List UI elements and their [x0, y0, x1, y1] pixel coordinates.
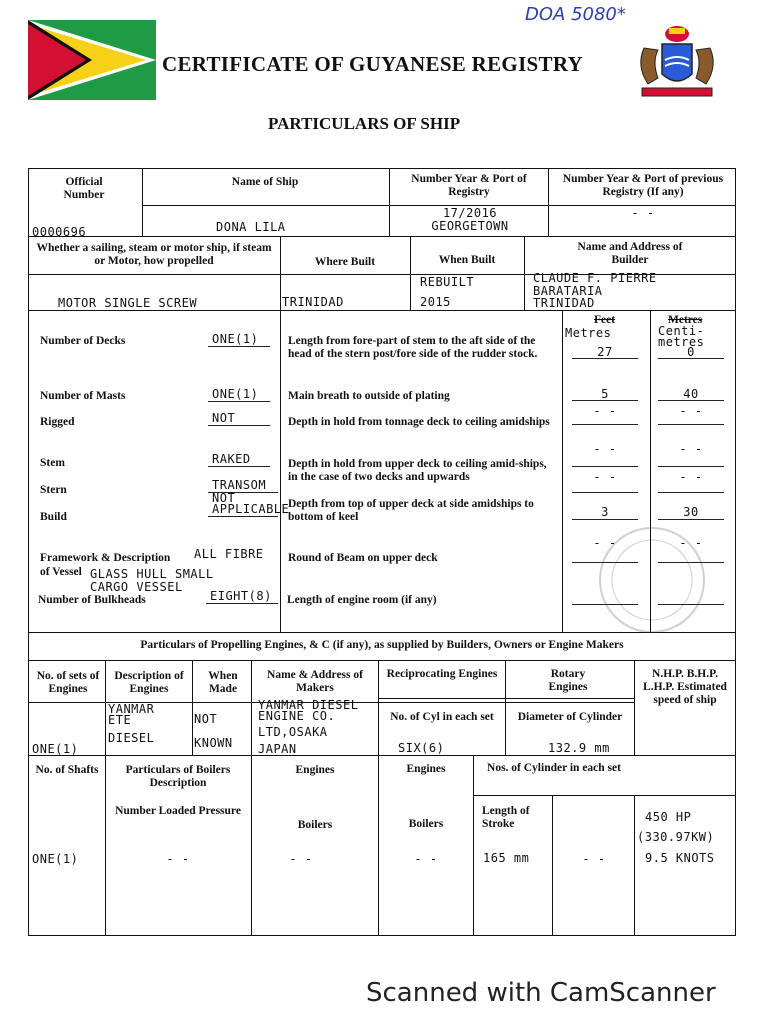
engine-description-line2: ETE: [108, 713, 132, 727]
hp-value-line1: 450 HP: [645, 810, 692, 824]
when-made-line2: KNOWN: [194, 736, 233, 750]
diameter-header: Diameter of Cylinder: [517, 711, 623, 723]
dim-depth-keel-cm: 30: [683, 505, 699, 519]
stem-value: RAKED: [212, 452, 251, 466]
name-of-ship-header: Name of Ship: [231, 176, 299, 188]
masts-value: ONE(1): [212, 387, 259, 401]
particulars-subtitle: PARTICULARS OF SHIP: [268, 114, 461, 133]
boilers-value-2: - -: [414, 852, 438, 866]
feet-header-struck: Feet: [594, 314, 616, 326]
dim-depth-upper-metres: - -: [593, 442, 617, 456]
engine-description-header: Description of Engines: [114, 670, 184, 695]
build-label: Build: [40, 511, 67, 523]
engines-section-title: Particulars of Propelling Engines, & C (if any), as supplied by Builders, Owners or Engine Makers: [140, 639, 624, 651]
metres-header: Metres: [565, 326, 612, 340]
cyl-each-set-value: SIX(6): [398, 741, 445, 755]
registry-header: Number Year & Port of Registry: [411, 173, 527, 198]
dim-depth-upper-cm-2: - -: [679, 470, 703, 484]
dim-breadth-cm: 40: [683, 387, 699, 401]
dim-length-metres: 27: [597, 345, 613, 359]
framework-value-line2: GLASS HULL SMALL: [90, 567, 214, 581]
dim-round-beam-cm: - -: [679, 536, 703, 550]
makers-line3: LTD,OSAKA: [258, 725, 328, 739]
dim-depth-keel-metres: 3: [601, 505, 609, 519]
hp-value-line2: (330.97KW): [637, 830, 715, 844]
official-stamp-icon: [582, 520, 722, 640]
boilers-header-2: Boilers: [408, 818, 444, 830]
engine-description-line1: YANMAR: [108, 702, 155, 716]
when-built-line2: 2015: [420, 295, 451, 309]
propulsion-header: Whether a sailing, steam or motor ship, if steam or Motor, how propelled: [36, 242, 272, 267]
cyl-each-set-header: No. of Cyl in each set: [390, 711, 494, 723]
official-number-header: Official Number: [63, 176, 105, 201]
dim-label-depth-tonnage: Depth in hold from tonnage deck to ceiling amidships: [288, 416, 550, 428]
scanner-footer: Scanned with CamScanner: [366, 978, 716, 1008]
dim-label-depth-keel: Depth from top of upper deck at side amidships to bottom of keel: [288, 498, 534, 523]
engine-sets-header: No. of sets of Engines: [36, 670, 100, 695]
guyana-flag-icon: [28, 20, 156, 100]
reference-number: DOA 5080*: [525, 4, 626, 25]
engine-sets-value: ONE(1): [32, 742, 79, 756]
masts-label: Number of Masts: [40, 390, 126, 402]
rigged-label: Rigged: [40, 416, 75, 428]
stem-label: Stem: [40, 457, 65, 469]
dim-label-breadth: Main breath to outside of plating: [288, 390, 450, 402]
engine-description-line3: DIESEL: [108, 731, 155, 745]
when-built-header: When Built: [438, 254, 496, 266]
registry-port-value: GEORGETOWN: [431, 219, 509, 233]
stroke-header: Length of Stroke: [482, 805, 530, 830]
dim-label-round-beam: Round of Beam on upper deck: [288, 552, 438, 564]
framework-label-line1: Framework & Description: [40, 552, 171, 564]
propulsion-value: MOTOR SINGLE SCREW: [58, 296, 198, 310]
dim-label-depth-upper: Depth in hold from upper deck to ceiling amid-ships, in the case of two decks and upwards: [288, 458, 547, 483]
dim-breadth-metres: 5: [601, 387, 609, 401]
framework-label-line2: of Vessel: [40, 566, 82, 578]
engines-header-1: Engines: [295, 764, 335, 776]
dim-depth-tonnage-cm: - -: [679, 404, 703, 418]
engine-makers-header: Name & Address of Makers: [267, 669, 363, 694]
dim-depth-tonnage-metres: - -: [593, 404, 617, 418]
stroke-value: 165 mm: [483, 851, 530, 865]
framework-value-line1: ALL FIBRE: [194, 547, 264, 561]
bulkheads-label: Number of Bulkheads: [38, 594, 146, 606]
makers-line1: YANMAR DIESEL: [258, 698, 359, 712]
reciprocating-header: Reciprocating Engines: [386, 668, 498, 680]
rigged-value: NOT: [212, 411, 236, 425]
where-built-header: Where Built: [314, 256, 376, 268]
makers-line4: JAPAN: [258, 742, 297, 756]
engines-header-2: Engines: [406, 763, 446, 775]
framework-value-line3: CARGO VESSEL: [90, 580, 183, 594]
official-number-value: 0000696: [32, 225, 87, 239]
dim-depth-upper-cm: - -: [679, 442, 703, 456]
dim-round-beam-metres: - -: [593, 536, 617, 550]
boilers-value-1: - -: [289, 852, 313, 866]
boilers-description-header: Particulars of Boilers Description: [125, 764, 231, 789]
nhp-header: N.H.P. B.H.P. L.H.P. Estimated speed of ship: [643, 668, 727, 706]
build-value-line2: APPLICABLE: [212, 502, 290, 516]
nos-cylinder-header: Nos. of Cylinder in each set: [487, 762, 621, 774]
dim-depth-upper-metres-2: - -: [593, 470, 617, 484]
shafts-value: ONE(1): [32, 852, 79, 866]
loaded-pressure-value: - -: [166, 852, 190, 866]
when-built-line1: REBUILT: [420, 275, 475, 289]
hp-value-line3: 9.5 KNOTS: [645, 851, 715, 865]
builder-line1: CLAUDE F. PIERRE: [533, 271, 657, 285]
where-built-value: TRINIDAD: [282, 295, 344, 309]
build-value-line1: NOT: [212, 491, 236, 505]
decks-value: ONE(1): [212, 332, 259, 346]
shafts-header: No. of Shafts: [35, 764, 99, 776]
builder-header: Name and Address of Builder: [577, 241, 683, 266]
certificate-title: CERTIFICATE OF GUYANESE REGISTRY: [162, 52, 584, 76]
prev-registry-header: Number Year & Port of previous Registry (If any): [562, 173, 724, 198]
number-loaded-pressure-header: Number Loaded Pressure: [115, 805, 241, 817]
ship-name-value: DONA LILA: [216, 220, 286, 234]
centimetres-header: Centi-metres: [658, 324, 705, 349]
boilers-header-1: Boilers: [297, 819, 333, 831]
decks-label: Number of Decks: [40, 335, 126, 347]
makers-line2: ENGINE CO.: [258, 709, 336, 723]
stern-label: Stern: [40, 484, 67, 496]
rotary-header: Rotary Engines: [548, 668, 588, 693]
bulkheads-value: EIGHT(8): [210, 589, 272, 603]
dim-label-length: Length from fore-part of stem to the aft side of the head of the stern post/fore side of the rudder stock.: [288, 335, 538, 360]
coat-of-arms-icon: [632, 22, 722, 106]
dim-length-cm: 0: [687, 345, 695, 359]
dim-label-engine-room: Length of engine room (if any): [287, 594, 437, 606]
builder-line3: TRINIDAD: [533, 296, 595, 310]
engine-when-made-header: When Made: [208, 670, 238, 695]
diameter-value: 132.9 mm: [548, 741, 610, 755]
builder-line2: BARATARIA: [533, 284, 603, 298]
stern-value: TRANSOM: [212, 478, 267, 492]
nos-cylinder-value: - -: [582, 852, 606, 866]
when-made-line1: NOT: [194, 712, 218, 726]
registry-number-value: 17/2016: [442, 206, 498, 220]
prev-registry-value: - -: [631, 206, 655, 220]
metres-header-struck: Metres: [668, 314, 703, 326]
